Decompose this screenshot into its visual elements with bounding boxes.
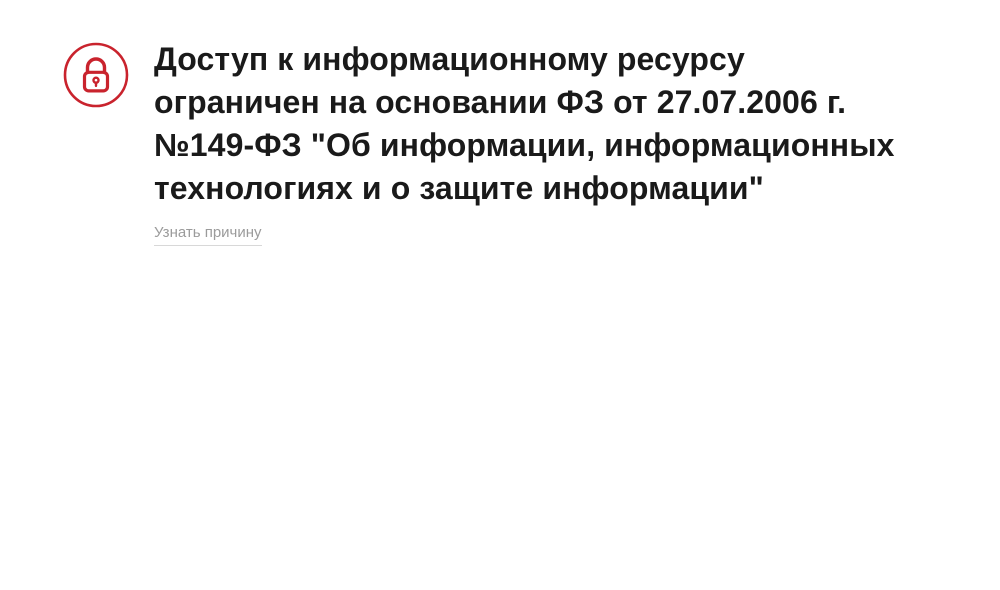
notice-link-wrap (154, 223, 899, 246)
learn-reason-link[interactable]: Узнать причину (154, 223, 262, 246)
lock-icon (63, 42, 129, 108)
notice-body (154, 38, 899, 246)
page-title: Доступ к информационному ресурсу ограничен на основании ФЗ от 27.07.2006 г. №149-ФЗ "Об информации, информационных технологиях и о защите информации" (154, 41, 895, 206)
access-restricted-notice (63, 38, 899, 246)
